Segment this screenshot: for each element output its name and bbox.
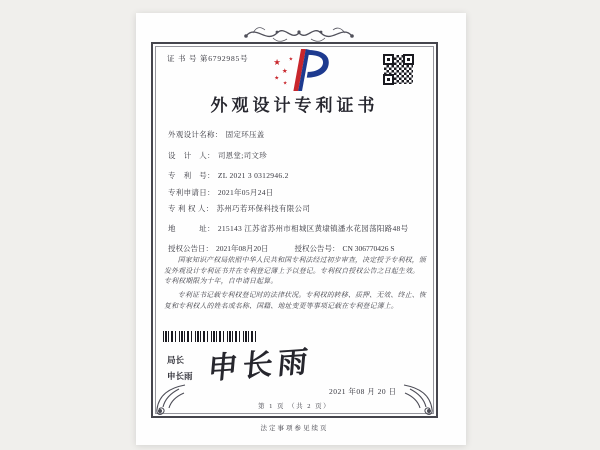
qr-finder-icon	[403, 54, 414, 65]
field-label: 地 址：	[168, 224, 215, 233]
director-name: 申长雨	[167, 371, 193, 382]
field-label: 设 计 人：	[168, 151, 215, 160]
cnipa-patent-logo-icon	[273, 48, 331, 92]
certificate-title: 外观设计专利证书	[210, 96, 379, 115]
issue-date: 2021 年08 月 20 日	[329, 387, 397, 396]
page-indicator: 第 1 页 （共 2 页）	[257, 403, 332, 410]
field-address	[168, 223, 408, 234]
field-designers	[168, 150, 267, 161]
field-label: 外观设计名称：	[168, 130, 223, 139]
qr-code	[384, 55, 413, 84]
field-value: 苏州巧若环保科技有限公司	[216, 204, 311, 213]
qr-finder-icon	[383, 74, 394, 85]
field-value: 2021年05月24日	[217, 188, 274, 197]
field-value: 固定环压盖	[225, 130, 265, 139]
field-label: 专 利 号：	[168, 171, 215, 180]
field-value: ZL 2021 3 0312946.2	[217, 171, 289, 180]
field-label: 专 利 权 人：	[168, 204, 214, 213]
director-signature: 申长雨	[206, 344, 315, 387]
corner-flourish-left-icon	[151, 383, 187, 417]
field-value: 215143 江苏省苏州市相城区黄埭镇潘水花园荡阳路48号	[217, 224, 409, 233]
field-value: 司恩堂;司文珍	[217, 151, 267, 160]
svg-text:★: ★	[288, 57, 293, 63]
svg-text:★: ★	[282, 81, 288, 87]
field-grant-number: 授权公告号： CN 306770426 S	[294, 244, 395, 253]
legal-text	[164, 256, 426, 316]
field-filing-date	[168, 187, 274, 198]
field-patent-number	[168, 170, 289, 181]
director-block	[167, 352, 193, 384]
svg-text:★: ★	[273, 57, 282, 68]
continuation-note: 法定事项参见续页	[260, 425, 329, 432]
field-grant-date: 授权公告日： 2021年08月20日	[168, 244, 269, 253]
legal-paragraph-1: 国家知识产权局依照中华人民共和国专利法经过初步审查，决定授予专利权，颁发外观设计专利证书并在专利登记簿上予以登记。专利权自授权公告之日起生效。专利权期限为十年，自申请日起算。	[164, 257, 426, 286]
qr-finder-icon	[383, 54, 394, 65]
certificate-number: 证 书 号 第6792985号	[167, 54, 249, 63]
field-label: 专利申请日：	[168, 188, 215, 197]
field-grant-row	[168, 243, 395, 254]
legal-paragraph-2: 专利证书记载专利权登记时的法律状况。专利权的转移、质押、无效、终止、恢复和专利权人的姓名或名称、国籍、地址变更等事项记载在专利登记簿上。	[164, 292, 426, 310]
field-patentee	[168, 203, 310, 214]
svg-text:★: ★	[281, 67, 288, 75]
field-design-name	[168, 129, 265, 140]
svg-text:★: ★	[274, 75, 280, 82]
corner-flourish-right-icon	[402, 383, 438, 417]
top-ornament-icon	[243, 20, 355, 48]
director-title: 局长	[167, 355, 185, 365]
